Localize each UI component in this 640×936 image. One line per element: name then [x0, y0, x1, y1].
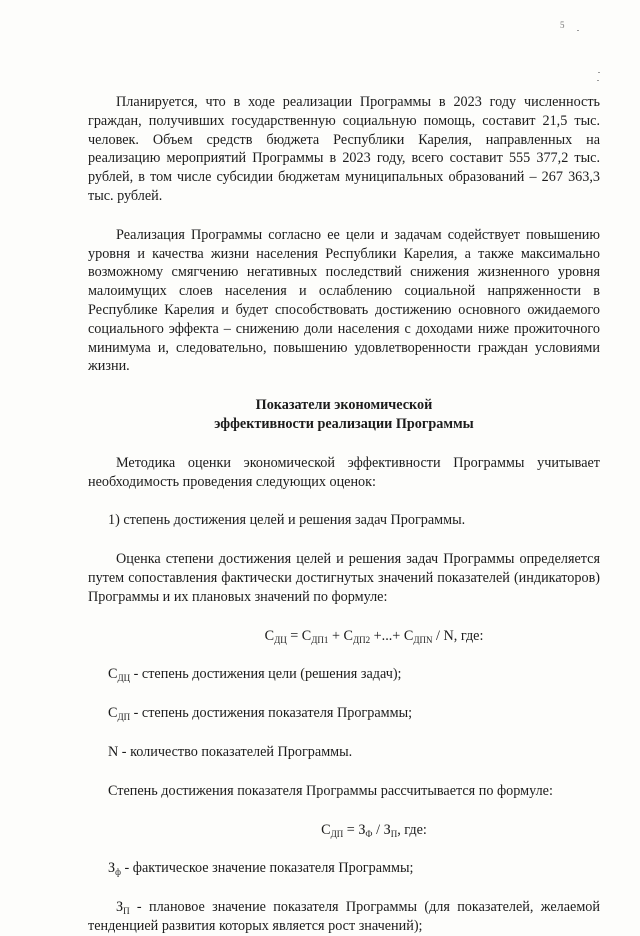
section-heading-line1: Показатели экономической	[255, 397, 433, 414]
formula-subscript: Ф	[365, 828, 373, 839]
scan-speck	[597, 80, 599, 81]
section-heading-line2: эффективности реализации Программы	[214, 415, 474, 432]
definition-sdc	[88, 665, 600, 684]
formula-tail: , где:	[397, 821, 427, 838]
list-item-1: 1) степень достижения целей и решения задач Программы.	[108, 512, 466, 529]
section-heading	[88, 396, 600, 434]
formula-goal-achievement	[88, 627, 600, 646]
definition-subscript: ДЦ	[117, 673, 131, 684]
calc-paragraph: Степень достижения показателя Программы рассчитывается по формуле:	[108, 782, 553, 799]
definition-symbol: С	[108, 705, 118, 722]
page-number: 5	[560, 20, 570, 30]
assessment-paragraph: Оценка степени достижения целей и решения задач Программы определяется путем сопоставления фактически достигнутых значений показателей (индикаторов) Программы и их плановых значений по формуле:	[88, 551, 600, 605]
definition-n: N - количество показателей Программы.	[108, 743, 353, 760]
formula-subscript: ДЦ	[274, 634, 287, 645]
definition-symbol: С	[108, 666, 118, 683]
definition-symbol: З	[108, 860, 116, 877]
formula-subscript: ДП1	[311, 634, 329, 645]
scan-speck	[577, 30, 579, 31]
document-body	[88, 93, 600, 936]
definition-text: - плановое значение показателя Программы (для показателей, желаемой тенденцией развития которых является рост значений);	[88, 899, 600, 934]
definition-symbol: З	[116, 899, 124, 916]
formula-symbol: +...+ С	[370, 627, 414, 644]
definition-sdp	[88, 704, 600, 723]
formula-symbol: = С	[286, 627, 312, 644]
formula-subscript: ДПN	[413, 634, 433, 645]
formula-subscript: ДП2	[352, 634, 371, 645]
definition-zp	[88, 898, 600, 936]
formula-symbol: С	[321, 821, 331, 838]
definition-subscript: П	[123, 906, 130, 917]
method-paragraph: Методика оценки экономической эффективности Программы учитывает необходимость проведения следующих оценок:	[88, 454, 600, 490]
definition-text: - степень достижения показателя Программы;	[130, 705, 413, 722]
formula-symbol: + С	[328, 627, 353, 644]
intro-paragraph-1: Планируется, что в ходе реализации Программы в 2023 году численность граждан, получивших государственную социальную помощь, составит 21,5 тыс. человек. Объем средств бюджета Республики Карелия, направленных на реализацию мероприятий Программы в 2023 году, всего составит 555 377,2 тыс. рублей, в том числе субсидии бюджетам муниципальных образований – 267 363,3 тыс. рублей.	[88, 94, 600, 204]
scan-speck	[598, 72, 600, 73]
formula-subscript: П	[390, 828, 398, 839]
formula-symbol: С	[264, 627, 275, 644]
intro-paragraph-2: Реализация Программы согласно ее цели и задачам содействует повышению уровня и качества жизни населения Республики Карелия, а также максимально возможному смягчению негативных последствий снижения жизненного уровня малоимущих слоев населения и ослаблению социальной напряженности в Республике Карелия и будет способствовать достижению основного ожидаемого социального эффекта – снижению доли населения с доходами ниже прожиточного минимума и, следовательно, повышению удовлетворенности граждан условиями жизни.	[88, 226, 600, 375]
formula-symbol: = З	[343, 821, 366, 838]
definition-subscript: ф	[115, 867, 121, 878]
formula-symbol: / З	[372, 821, 391, 838]
definition-text: - фактическое значение показателя Программы;	[120, 860, 414, 877]
definition-text: - степень достижения цели (решения задач);	[130, 666, 402, 683]
formula-subscript: ДП	[330, 828, 344, 839]
formula-indicator-achievement	[88, 821, 600, 840]
formula-tail: / N, где:	[432, 627, 484, 644]
definition-subscript: ДП	[117, 712, 131, 723]
definition-zf	[88, 859, 600, 878]
